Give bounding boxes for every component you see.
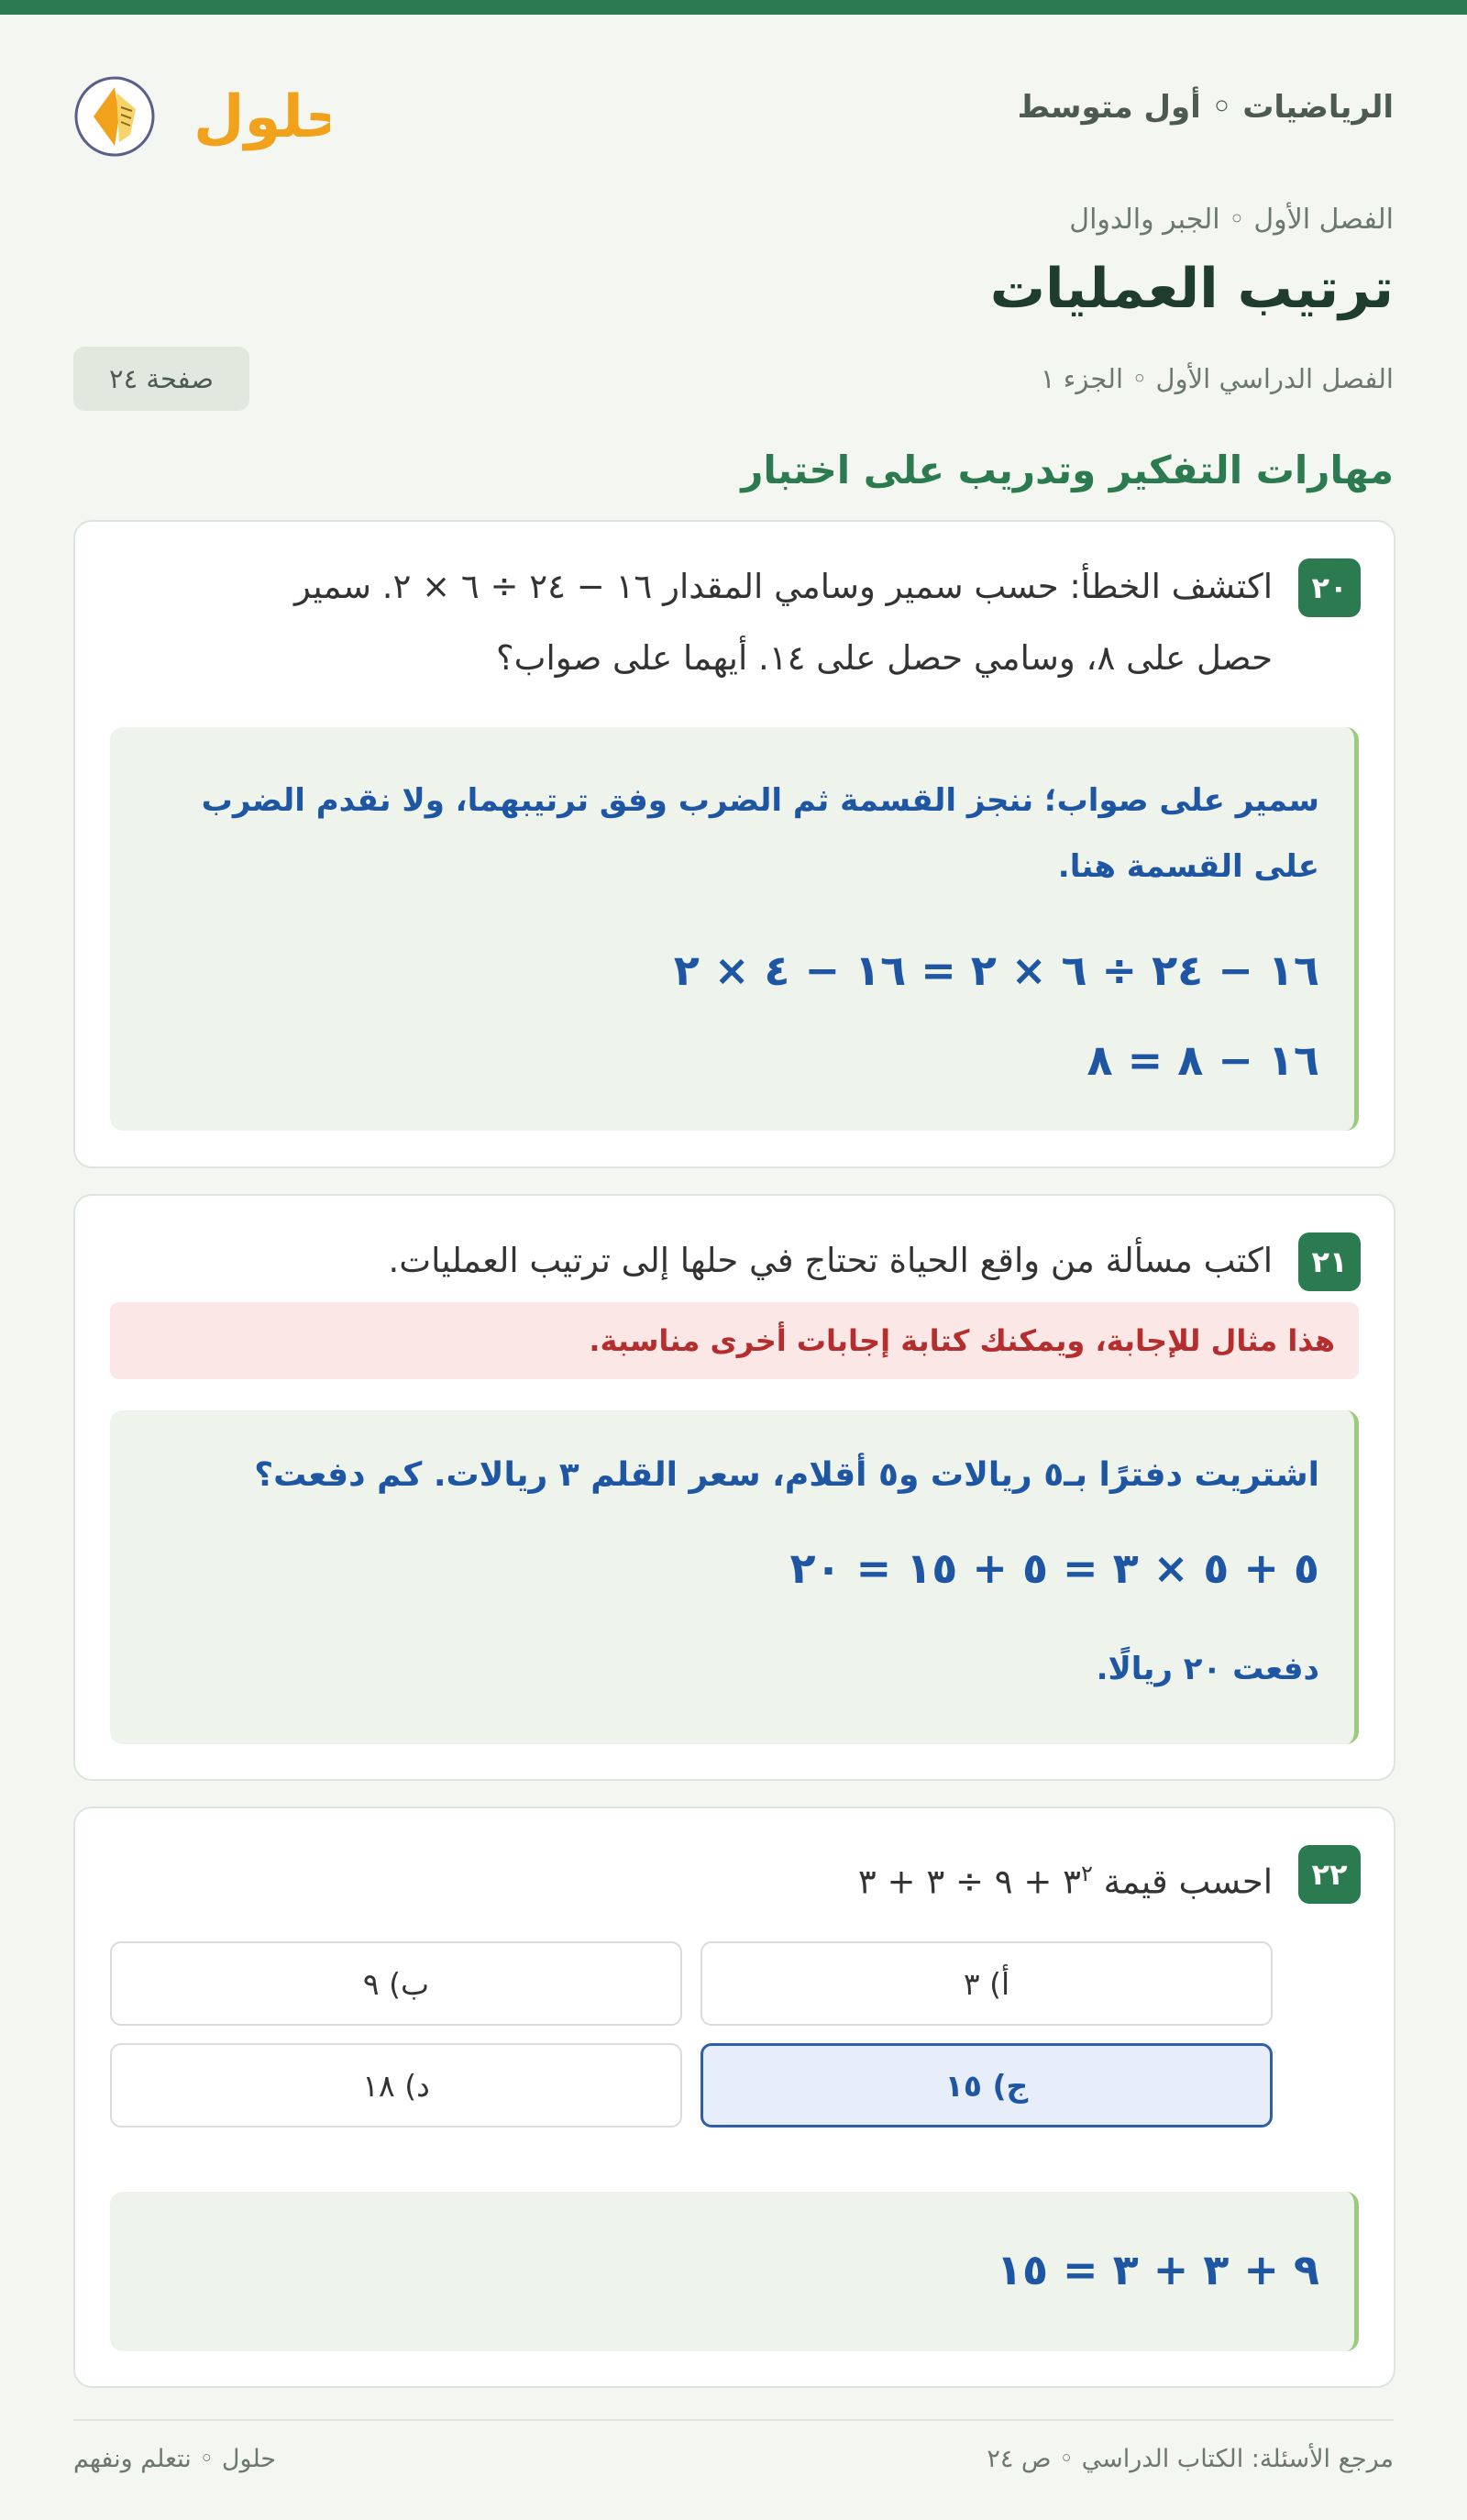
top-accent-bar	[0, 0, 1467, 15]
answer-equation: ٩ + ٣ + ٣ = ١٥	[996, 2245, 1319, 2294]
answer-equation: ١٦ − ٨ = ٨	[1086, 1035, 1319, 1085]
answer-explanation	[147, 768, 1319, 900]
chapter-label: الفصل الأول ◦ الجبر والدوال	[1069, 204, 1394, 236]
question-line: اكتشف الخطأ: حسب سمير وسامي المقدار ١٦ − ٢٤ ÷ ٦ × ٢. سمير	[293, 567, 1273, 606]
page-number-badge: صفحة ٢٤	[73, 347, 249, 411]
question-text	[149, 1838, 1273, 1918]
answer-line: سمير على صواب؛ ننجز القسمة ثم الضرب وفق ترتيبهما، ولا نقدم الضرب	[201, 782, 1319, 819]
footer-divider	[73, 2419, 1394, 2421]
sample-answer-note: هذا مثال للإجابة، ويمكنك كتابة إجابات أخرى مناسبة.	[110, 1302, 1359, 1379]
page-header	[73, 69, 1394, 160]
choice-d[interactable]: د) ١٨	[110, 2043, 682, 2128]
question-text-part: احسب قيمة ٣	[1063, 1862, 1273, 1902]
question-number-badge: ٢١	[1298, 1232, 1361, 1291]
brand-logo[interactable]	[73, 69, 330, 160]
answer-line: على القسمة هنا.	[1057, 848, 1319, 885]
choice-c-selected[interactable]: ج) ١٥	[700, 2043, 1273, 2128]
choice-b[interactable]: ب) ٩	[110, 1941, 682, 2026]
answer-result: دفعت ٢٠ ريالًا.	[1096, 1651, 1319, 1687]
answer-equation: ٥ + ٥ × ٣ = ٥ + ١٥ = ٢٠	[789, 1543, 1319, 1593]
question-number-badge: ٢٠	[1298, 558, 1361, 617]
term-label: الفصل الدراسي الأول ◦ الجزء ١	[1040, 363, 1394, 394]
logo-wordmark: حلول	[193, 83, 330, 151]
section-heading: مهارات التفكير وتدريب على اختبار	[741, 448, 1394, 492]
footer-reference: مرجع الأسئلة: الكتاب الدراسي ◦ ص ٢٤	[987, 2445, 1394, 2473]
question-card-22	[73, 1807, 1395, 2388]
subject-label: الرياضيات ◦ أول متوسط	[1017, 89, 1394, 126]
answer-equation: ١٦ − ٢٤ ÷ ٦ × ٢ = ١٦ − ٤ × ٢	[673, 945, 1319, 995]
answer-box	[110, 727, 1359, 1131]
question-line: حصل على ٨، وسامي حصل على ١٤. أيهما على صواب؟	[495, 638, 1273, 678]
footer-tagline: حلول ◦ نتعلم ونفهم	[73, 2445, 277, 2473]
answer-box	[110, 2192, 1359, 2351]
answer-box	[110, 1410, 1359, 1744]
question-text-part: + ٩ ÷ ٣ + ٣	[857, 1862, 1064, 1902]
question-text: اكتب مسألة من واقع الحياة تحتاج في حلها إلى ترتيب العمليات.	[388, 1241, 1273, 1280]
exponent: ٢	[1081, 1861, 1093, 1886]
question-number-badge: ٢٢	[1298, 1845, 1361, 1904]
question-card-20	[73, 520, 1395, 1168]
question-text	[149, 551, 1273, 694]
choice-a[interactable]: أ) ٣	[700, 1941, 1273, 2026]
page-title: ترتيب العمليات	[989, 257, 1394, 321]
question-card-21	[73, 1194, 1395, 1781]
answer-problem: اشتريت دفترًا بـ٥ ريالات و٥ أقلام، سعر القلم ٣ ريالات. كم دفعت؟	[254, 1456, 1319, 1494]
logo-icon	[73, 69, 330, 160]
